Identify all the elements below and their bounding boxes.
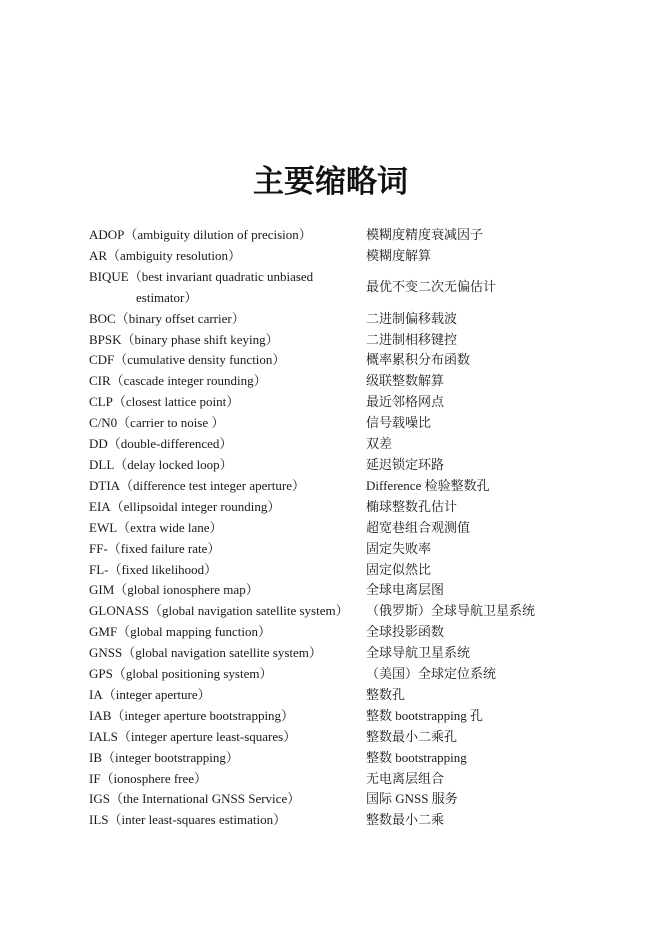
abbr-chinese-cell: 最近邻格网点	[366, 394, 445, 410]
abbr-english-cell	[89, 309, 366, 330]
abbr-row	[89, 392, 625, 413]
abbr-row	[89, 643, 625, 664]
abbr-english-cell	[89, 330, 366, 351]
abbr-english-cell	[89, 476, 366, 497]
abbr-english-cell	[89, 371, 366, 392]
abbr-chinese-cell: 全球投影函数	[366, 624, 445, 640]
abbr-english-cell	[89, 455, 366, 476]
abbr-english-cell	[89, 789, 366, 810]
abbr-row	[89, 350, 625, 371]
abbr-english-line: IALS（integer aperture least-squares）	[89, 728, 297, 744]
abbr-english-line: IGS（the International GNSS Service）	[89, 791, 301, 807]
abbr-row	[89, 769, 625, 790]
abbr-chinese-cell: 整数 bootstrapping	[366, 749, 467, 765]
abbr-english-line: EIA（ellipsoidal integer rounding）	[89, 498, 281, 514]
abbr-english-cell	[89, 497, 366, 518]
abbr-english-cell	[89, 246, 366, 267]
abbr-row	[89, 685, 625, 706]
abbr-chinese-cell: 双差	[366, 436, 393, 452]
abbr-english-line: GNSS（global navigation satellite system）	[89, 645, 322, 661]
abbr-chinese-cell: 整数孔	[366, 686, 406, 702]
abbr-row	[89, 434, 625, 455]
abbr-english-continuation-line: estimator）	[136, 289, 198, 305]
abbr-row	[89, 706, 625, 727]
abbr-row	[89, 789, 625, 810]
abbr-english-cell	[89, 560, 366, 581]
abbr-english-line: BPSK（binary phase shift keying）	[89, 331, 279, 347]
abbr-english-cell	[89, 769, 366, 790]
abbr-chinese-cell: 全球导航卫星系统	[366, 645, 471, 661]
abbr-english-line: CIR（cascade integer rounding）	[89, 373, 267, 389]
abbr-english-line: IF（ionosphere free）	[89, 770, 208, 786]
abbr-chinese-cell: （美国）全球定位系统	[366, 666, 497, 682]
abbr-chinese-cell: 延迟锁定环路	[366, 456, 445, 472]
abbr-english-cell	[89, 748, 366, 769]
abbr-english-line: EWL（extra wide lane）	[89, 519, 223, 535]
abbr-chinese-cell: 模糊度精度衰减因子	[366, 227, 484, 242]
abbr-english-line: GLONASS（global navigation satellite system）	[89, 603, 349, 619]
abbr-english-line: DTIA（difference test integer aperture）	[89, 477, 305, 493]
abbr-chinese-cell: 二进制相移键控	[366, 331, 458, 347]
abbr-row	[89, 560, 625, 581]
abbr-chinese-cell: 模糊度解算	[366, 247, 432, 263]
abbr-english-cell	[89, 622, 366, 643]
abbr-english-line: ADOP（ambiguity dilution of precision）	[89, 227, 312, 242]
abbr-row	[89, 810, 625, 831]
abbr-english-line: FL-（fixed likelihood）	[89, 561, 218, 577]
abbr-chinese-cell: 国际 GNSS 服务	[366, 791, 458, 807]
abbr-english-line: GIM（global ionosphere map）	[89, 582, 259, 598]
abbr-chinese-cell: 全球电离层图	[366, 582, 445, 598]
abbr-chinese-cell: 固定似然比	[366, 561, 432, 577]
abbr-english-cell	[89, 706, 366, 727]
abbr-english-cell	[89, 350, 366, 371]
abbr-english-line: BIQUE（best invariant quadratic unbiased	[89, 268, 314, 284]
abbr-english-cell	[89, 539, 366, 560]
abbr-chinese-cell: 二进制偏移载波	[366, 310, 458, 326]
abbr-english-cell	[89, 810, 366, 831]
abbr-row	[89, 748, 625, 769]
abbr-chinese-cell: 椭球整数孔估计	[366, 498, 458, 514]
abbr-english-line: C/N0（carrier to noise ）	[89, 415, 225, 431]
abbr-row	[89, 330, 625, 351]
abbr-english-line: DD（double-differenced）	[89, 436, 233, 452]
abbr-english-line: CLP（closest lattice point）	[89, 394, 240, 410]
abbr-chinese-cell: 固定失败率	[366, 540, 432, 556]
abbr-row	[89, 246, 625, 267]
abbr-row	[89, 622, 625, 643]
abbr-english-cell	[89, 643, 366, 664]
abbr-english-line: BOC（binary offset carrier）	[89, 310, 245, 326]
abbr-row	[89, 518, 625, 539]
abbr-chinese-cell: 整数最小二乘	[366, 812, 445, 828]
abbr-row	[89, 539, 625, 560]
abbr-english-cell	[89, 727, 366, 748]
abbr-row	[89, 455, 625, 476]
abbr-row	[89, 476, 625, 497]
abbr-english-line: GPS（global positioning system）	[89, 666, 273, 682]
abbr-english-line: AR（ambiguity resolution）	[89, 247, 242, 263]
abbr-english-cell	[89, 413, 366, 434]
abbr-chinese-cell: Difference 检验整数孔	[366, 477, 490, 493]
abbr-english-cell	[89, 518, 366, 539]
abbr-english-line: ILS（inter least-squares estimation）	[89, 812, 287, 828]
abbr-chinese-cell: 级联整数解算	[366, 373, 445, 389]
abbr-english-cell	[89, 664, 366, 685]
abbr-row	[89, 413, 625, 434]
abbr-chinese-cell: 无电离层组合	[366, 770, 445, 786]
abbr-english-cell	[89, 685, 366, 706]
abbr-english-cell	[89, 434, 366, 455]
abbr-chinese-cell: （俄罗斯）全球导航卫星系统	[366, 603, 536, 619]
abbreviation-list	[0, 225, 661, 831]
abbr-row	[89, 497, 625, 518]
abbr-row	[89, 664, 625, 685]
abbr-chinese-cell: 整数最小二乘孔	[366, 728, 458, 744]
abbr-english-line: IB（integer bootstrapping）	[89, 749, 239, 765]
abbr-english-line: GMF（global mapping function）	[89, 624, 271, 640]
page-title: 主要缩略词	[253, 164, 408, 199]
abbr-chinese-cell: 整数 bootstrapping 孔	[366, 707, 483, 723]
abbr-row	[89, 309, 625, 330]
abbr-chinese-cell: 最优不变二次无偏估计	[366, 279, 497, 295]
abbr-chinese-cell: 超宽巷组合观测值	[366, 519, 471, 535]
abbr-english-cell	[89, 392, 366, 413]
abbr-english-line: IA（integer aperture）	[89, 686, 211, 702]
abbr-english-line: IAB（integer aperture bootstrapping）	[89, 707, 295, 723]
abbr-row	[89, 601, 625, 622]
abbr-row	[89, 727, 625, 748]
abbr-english-line: CDF（cumulative density function）	[89, 352, 286, 368]
abbr-english-line: FF-（fixed failure rate）	[89, 540, 221, 556]
abbr-english-line: DLL（delay locked loop）	[89, 456, 233, 472]
abbr-english-cell	[89, 267, 366, 309]
abbr-row	[89, 225, 625, 246]
abbr-row	[89, 267, 625, 309]
abbr-english-cell	[89, 580, 366, 601]
abbr-row	[89, 371, 625, 392]
abbr-english-cell	[89, 225, 366, 246]
abbr-row	[89, 580, 625, 601]
abbr-english-cell	[89, 601, 366, 622]
abbr-chinese-cell: 信号载噪比	[366, 415, 432, 431]
abbr-chinese-cell: 概率累积分布函数	[366, 352, 471, 368]
